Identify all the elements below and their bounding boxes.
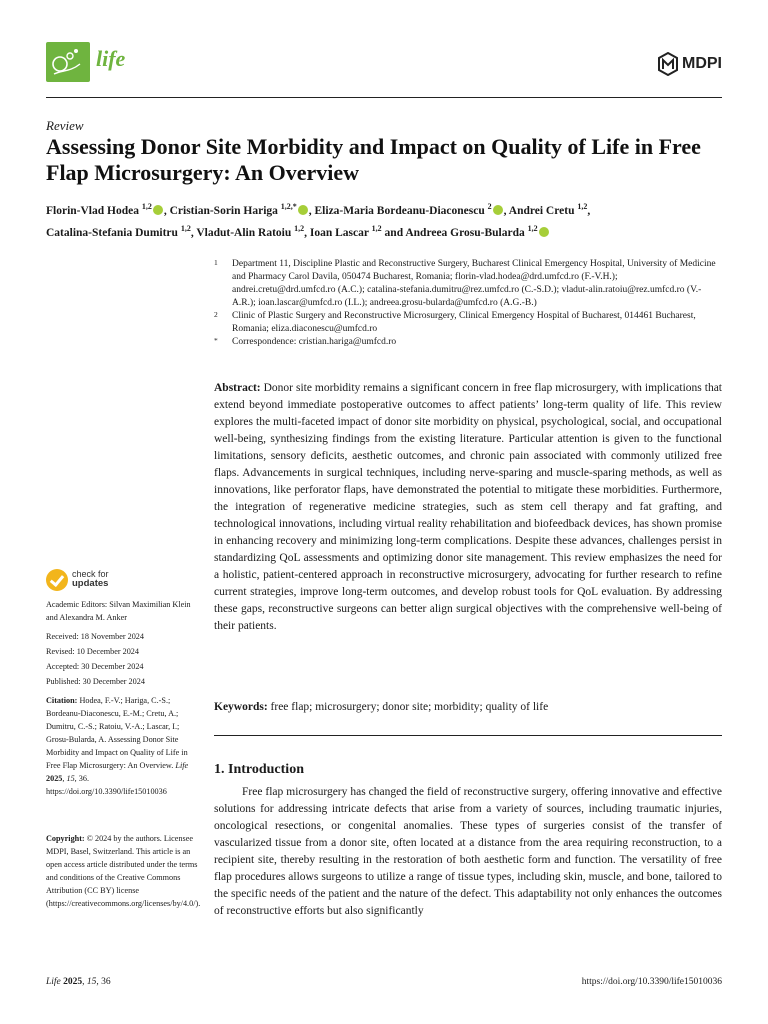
article-type: Review (46, 118, 84, 133)
header-divider (46, 97, 722, 98)
journal-header (46, 40, 722, 98)
section-body: Free flap microsurgery has changed the field of reconstructive surgery, offering innovative and effective solutions for addressing intricate defects that arise from a variety of sources, including traumatic injuries, oncological resections, or congenital anomalies. These types of surgeries consist of the transfer of vascularized tissue from a donor site, often located at a distance from the area requiring reconstruction, to a recipient site, thereby resulting in the restoration of both aesthetic form and function. The versatility of free flap procedures allows surgeons to utilize a range of tissue types, including skin, muscle, and bone, tailored to the specific needs of the patient and the nature of the defect. This adaptability not only enhances the outcomes of reconstructive efforts but also significantly (214, 786, 722, 917)
affiliations (214, 258, 722, 349)
author-name: Vladut-Alin Ratoiu (196, 226, 295, 239)
author-affiliation: 2 (487, 202, 492, 211)
author-name: Catalina-Stefania Dumitru (46, 226, 181, 239)
journal-name: life (96, 46, 126, 71)
check-updates-icon (46, 569, 68, 591)
author-affiliation: 1,2 (527, 223, 538, 233)
author-affiliation: 1,2 (371, 223, 382, 233)
date-received: Received: 18 November 2024 (46, 632, 144, 641)
author-name: Andreea Grosu-Bularda (405, 226, 528, 239)
publisher-logo (658, 48, 722, 80)
author-name: Andrei Cretu (508, 204, 578, 217)
copyright: Copyright: © 2024 by the authors. Licensee MDPI, Basel, Switzerland. This article is an open access article distributed under the terms and conditions of the Creative Commons Attribution (CC BY) license (https://creativecommons.org/licenses/by/4.0/). (46, 834, 201, 908)
author-list: Florin-Vlad Hodea $^{1,2}$ , Cristian-Sorin Hariga $^{1,2,*}$ , Eliza-Maria Bordeanu-Diaconescu $^2$ , Andrei Cretu $^{1,2}$, Catalina-Stefania Dumitru $^{1,2}$, Vladut-Alin Ratoiu $^{1,2}$, Ioan Lascar $^{1,2}$ and Andreea Grosu-Bularda $^{1,2}$ (46, 202, 591, 239)
article-title: Assessing Donor Site Morbidity and Impact on Quality of Life in Free Flap Microsurgery: An Overview (46, 134, 701, 185)
affiliation-item: 2 Clinic of Plastic Surgery and Reconstructive Microsurgery, Clinical Emergency Hospital of Bucharest, 014461 Bucharest, Romania; eliza.diaconescu@umfcd.ro (214, 310, 696, 334)
author-name: Florin-Vlad Hodea (46, 204, 142, 217)
academic-editors: Academic Editors: Silvan Maximilian Klein and Alexandra M. Anker (46, 600, 191, 622)
footer-doi-link[interactable]: https://doi.org/10.3390/life15010036 (581, 977, 722, 987)
author-affiliation: 1,2 (180, 223, 191, 233)
footer-citation: Life 2025, 15, 36 (46, 977, 111, 987)
abstract-divider (214, 735, 722, 736)
orcid-icon[interactable] (493, 205, 503, 215)
abstract-text: Donor site morbidity remains a significant concern in free flap microsurgery, with implications that extend beyond immediate postoperative outcomes to affect patients’ long-term quality of life. This review explores the multi-faceted impact of donor site morbidity on physical, psychological, social, and occupational well-being, synthesizing findings from the existing literature. Particular attention is given to the functional limitations, sensory deficits, aesthetic outcomes, and chronic pain associated with commonly utilized free flaps. Advancements in surgical techniques, including nerve-sparing and muscle-sparing methods, as well as innovations, like perforator flaps, have demonstrated the potential to mitigate these morbidities. Furthermore, the integration of regenerative medicine strategies, such as stem cell therapy and fat grafting, and technological innovations, including virtual reality rehabilitation and biofeedback devices, has shown promise in enhancing recovery and minimizing long-term complications. Despite these advances, challenges persist in standardizing QoL assessments and optimizing donor site management. This review emphasizes the need for a holistic, patient-centered approach in reconstructive microsurgery, advocating for further research to refine current strategies, improve long-term outcomes, and develop robust tools for QoL evaluation. By addressing these gaps, reconstructive surgeons can better align surgical objectives with the comprehensive well-being of their patients. (214, 382, 722, 632)
orcid-icon[interactable] (298, 205, 308, 215)
keywords-label: Keywords: (214, 701, 268, 713)
citation: Citation: Hodea, F.-V.; Hariga, C.-S.; Bordeanu-Diaconescu, E.-M.; Cretu, A.; Dumitru, C.-S.; Ratoiu, V.-A.; Lascar, I.; Grosu-Bularda, A. Assessing Donor Site Morbidity and Impact on Quality of Life in Free Flap Microsurgery: An Overview. Life 2025, 15, 36. https://doi.org/10.3390/life15010036 (46, 696, 189, 796)
affiliation-item: 1 Department 11, Discipline Plastic and Reconstructive Surgery, Bucharest Clinical Emergency Hospital, University of Medicine and Pharmacy Carol Davila, 050474 Bucharest, Romania; florin-vlad.hodea@drd.umfcd.ro (F.-V.H.); andrei.cretu@drd.umfcd.ro (A.C.); catalina-stefania.dumitru@rez.umfcd.ro (C.-S.D.); vladut-alin.ratoiu@rez.umfcd.ro (V.-A.R.); ioan.lascar@umfcd.ro (I.L.); andreea.grosu-bularda@umfcd.ro (A.G.-B.) (214, 258, 716, 308)
keywords-text: free flap; microsurgery; donor site; morbidity; quality of life (270, 701, 549, 713)
section-heading: 1. Introduction (214, 762, 304, 777)
author-name: Eliza-Maria Bordeanu-Diaconescu (314, 204, 488, 217)
orcid-icon[interactable] (153, 205, 163, 215)
mdpi-logo-icon (658, 52, 678, 76)
publisher-name: MDPI (682, 55, 722, 72)
orcid-icon[interactable] (539, 227, 549, 237)
author-name: Ioan Lascar (309, 226, 372, 239)
keywords (214, 699, 722, 716)
journal-logo-icon (46, 42, 90, 82)
author-affiliation: 1,2 (577, 202, 588, 211)
date-revised: Revised: 10 December 2024 (46, 647, 139, 656)
check-for-updates-button[interactable]: check for updates (46, 568, 166, 592)
correspondence: * Correspondence: cristian.hariga@umfcd.ro (214, 336, 397, 347)
date-accepted: Accepted: 30 December 2024 (46, 662, 144, 671)
author-affiliation: 1,2 (141, 202, 152, 211)
abstract-label: Abstract: (214, 382, 261, 394)
date-published: Published: 30 December 2024 (46, 677, 145, 686)
author-affiliation: 1,2 (294, 223, 305, 233)
abstract (214, 380, 722, 635)
author-name: Cristian-Sorin Hariga (169, 204, 281, 217)
author-affiliation: 1,2,* (280, 202, 297, 211)
